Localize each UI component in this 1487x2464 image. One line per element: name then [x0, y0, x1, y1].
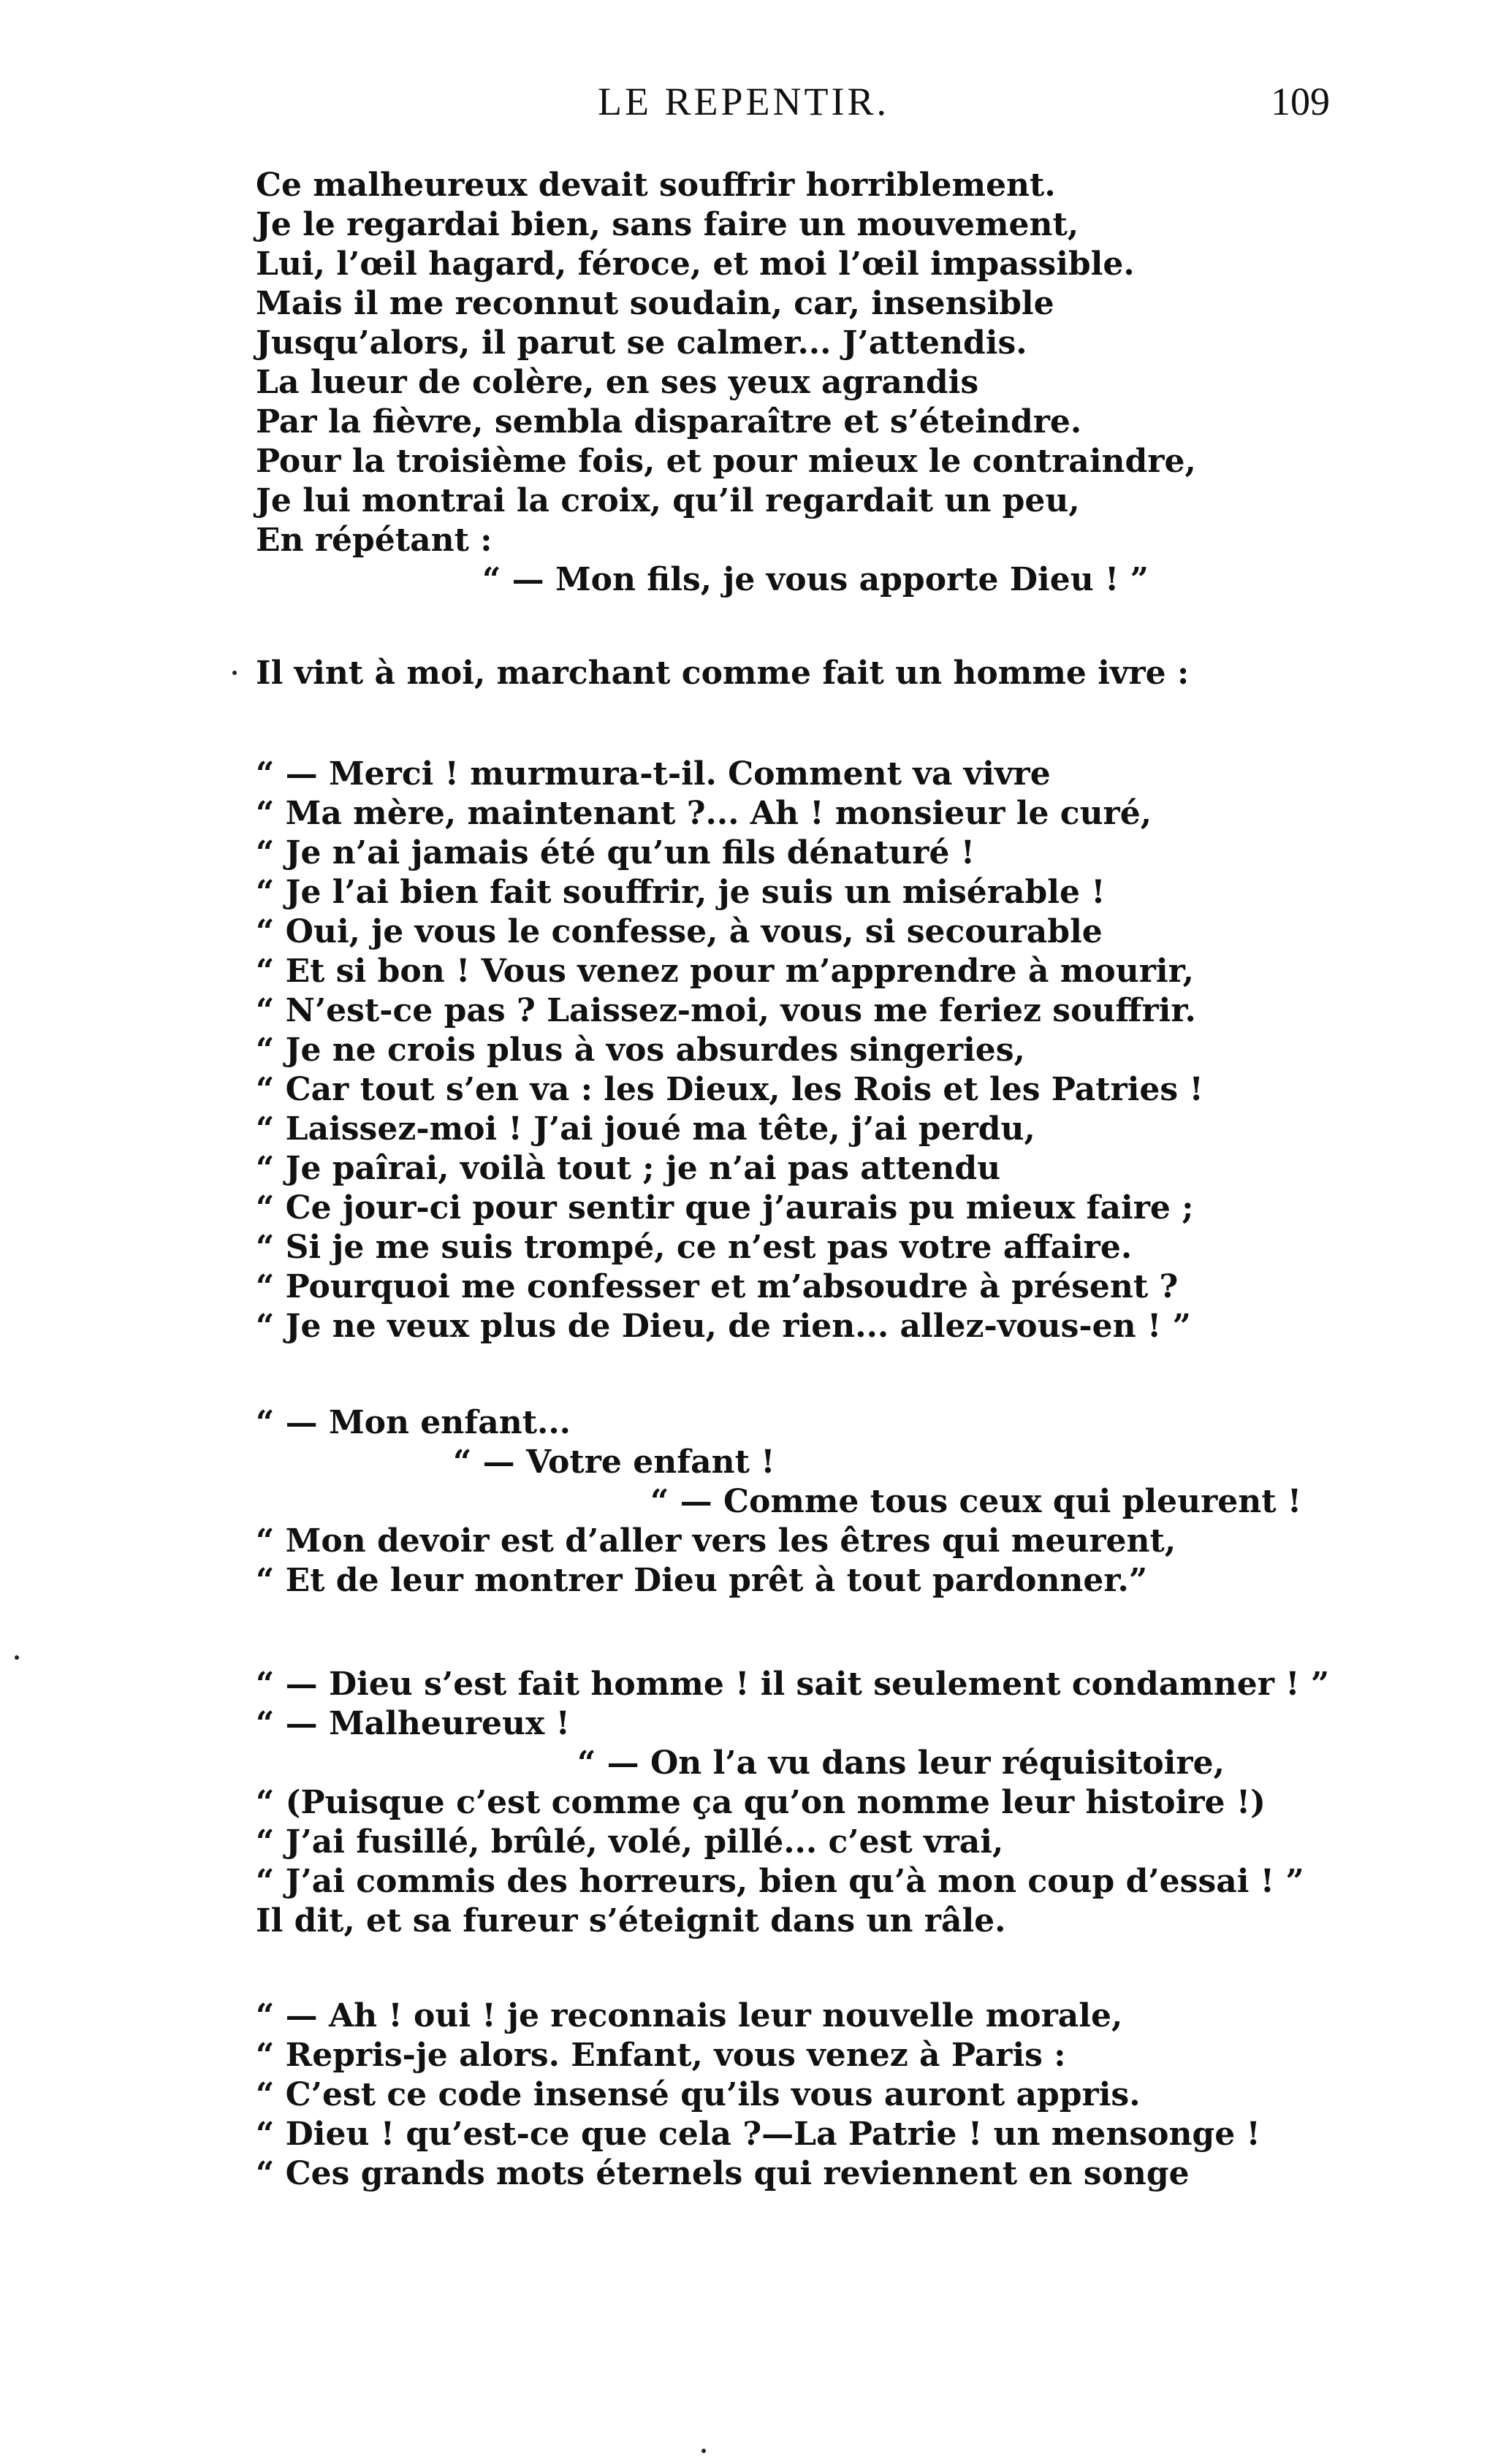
print-speck — [15, 1655, 19, 1660]
verse-line: Il dit, et sa fureur s’éteignit dans un râle. — [256, 1902, 1006, 1939]
verse-line: Je le regardai bien, sans faire un mouvement, — [256, 206, 1079, 243]
verse-line: Mais il me reconnut soudain, car, insensible — [256, 285, 1054, 322]
verse-line: “ Dieu ! qu’est-ce que cela ?—La Patrie ! un mensonge ! — [256, 2116, 1260, 2153]
verse-line: Pour la troisième fois, et pour mieux le contraindre, — [256, 443, 1196, 480]
verse-line: “ Et si bon ! Vous venez pour m’apprendre à mourir, — [256, 953, 1194, 990]
page-number: 109 — [1271, 80, 1330, 123]
verse-line: “ — Dieu s’est fait homme ! il sait seulement condamner ! ” — [256, 1666, 1330, 1703]
verse-line: “ Je ne crois plus à vos absurdes singeries, — [256, 1031, 1025, 1069]
verse-line: “ Ma mère, maintenant ?... Ah ! monsieur le curé, — [256, 795, 1152, 832]
verse-line: En répétant : — [256, 522, 493, 559]
verse-line: “ — Votre enfant ! — [453, 1443, 775, 1481]
verse-line: “ Laissez-moi ! J’ai joué ma tête, j’ai perdu, — [256, 1110, 1035, 1148]
verse-line: Jusqu’alors, il parut se calmer... J’attendis. — [256, 324, 1027, 362]
verse-line: “ Je ne veux plus de Dieu, de rien... allez-vous-en ! ” — [256, 1308, 1191, 1345]
verse-line: La lueur de colère, en ses yeux agrandis — [256, 364, 979, 401]
print-speck — [701, 2449, 706, 2453]
verse-line: “ (Puisque c’est comme ça qu’on nomme leur histoire !) — [256, 1784, 1266, 1821]
verse-line: Par la fièvre, sembla disparaître et s’éteindre. — [256, 403, 1082, 440]
verse-line: “ Pourquoi me confesser et m’absoudre à présent ? — [256, 1268, 1179, 1305]
verse-line: “ Mon devoir est d’aller vers les êtres qui meurent, — [256, 1522, 1176, 1560]
running-header-title: LE REPENTIR. — [598, 80, 889, 123]
verse-line: Lui, l’œil hagard, féroce, et moi l’œil impassible. — [256, 245, 1135, 283]
verse-line: “ Si je me suis trompé, ce n’est pas votre affaire. — [256, 1229, 1133, 1266]
verse-line: “ J’ai commis des horreurs, bien qu’à mon coup d’essai ! ” — [256, 1863, 1304, 1900]
verse-line: “ Car tout s’en va : les Dieux, les Rois et les Patries ! — [256, 1071, 1203, 1108]
verse-line: “ Et de leur montrer Dieu prêt à tout pardonner.” — [256, 1562, 1148, 1599]
verse-line: “ — Mon fils, je vous apporte Dieu ! ” — [482, 561, 1149, 598]
verse-line: “ Ce jour-ci pour sentir que j’aurais pu mieux faire ; — [256, 1189, 1194, 1227]
verse-line: Ce malheureux devait souffrir horriblement. — [256, 167, 1056, 204]
verse-line: “ — Malheureux ! — [256, 1705, 570, 1742]
verse-line: “ Je paîrai, voilà tout ; je n’ai pas attendu — [256, 1150, 1001, 1187]
verse-line: “ N’est-ce pas ? Laissez-moi, vous me feriez souffrir. — [256, 992, 1196, 1029]
verse-line: “ Ces grands mots éternels qui reviennent en songe — [256, 2155, 1190, 2192]
verse-line: Il vint à moi, marchant comme fait un homme ivre : — [256, 655, 1190, 692]
verse-line: “ — Mon enfant... — [256, 1404, 571, 1441]
verse-line: “ C’est ce code insensé qu’ils vous auront appris. — [256, 2076, 1141, 2113]
verse-line: “ — On l’a vu dans leur réquisitoire, — [577, 1744, 1225, 1782]
verse-line: Je lui montrai la croix, qu’il regardait un peu, — [256, 482, 1080, 519]
verse-line: “ Je n’ai jamais été qu’un fils dénaturé ! — [256, 834, 976, 871]
verse-line: “ — Ah ! oui ! je reconnais leur nouvelle morale, — [256, 1997, 1123, 2034]
print-speck — [232, 671, 237, 675]
verse-line: “ Repris-je alors. Enfant, vous venez à Paris : — [256, 2037, 1066, 2074]
verse-line: “ — Merci ! murmura-t-il. Comment va vivre — [256, 755, 1051, 793]
verse-line: “ Je l’ai bien fait souffrir, je suis un misérable ! — [256, 874, 1106, 911]
verse-line: “ Oui, je vous le confesse, à vous, si secourable — [256, 913, 1103, 950]
verse-line: “ J’ai fusillé, brûlé, volé, pillé... c’est vrai, — [256, 1823, 1004, 1861]
verse-line: “ — Comme tous ceux qui pleurent ! — [650, 1483, 1302, 1520]
